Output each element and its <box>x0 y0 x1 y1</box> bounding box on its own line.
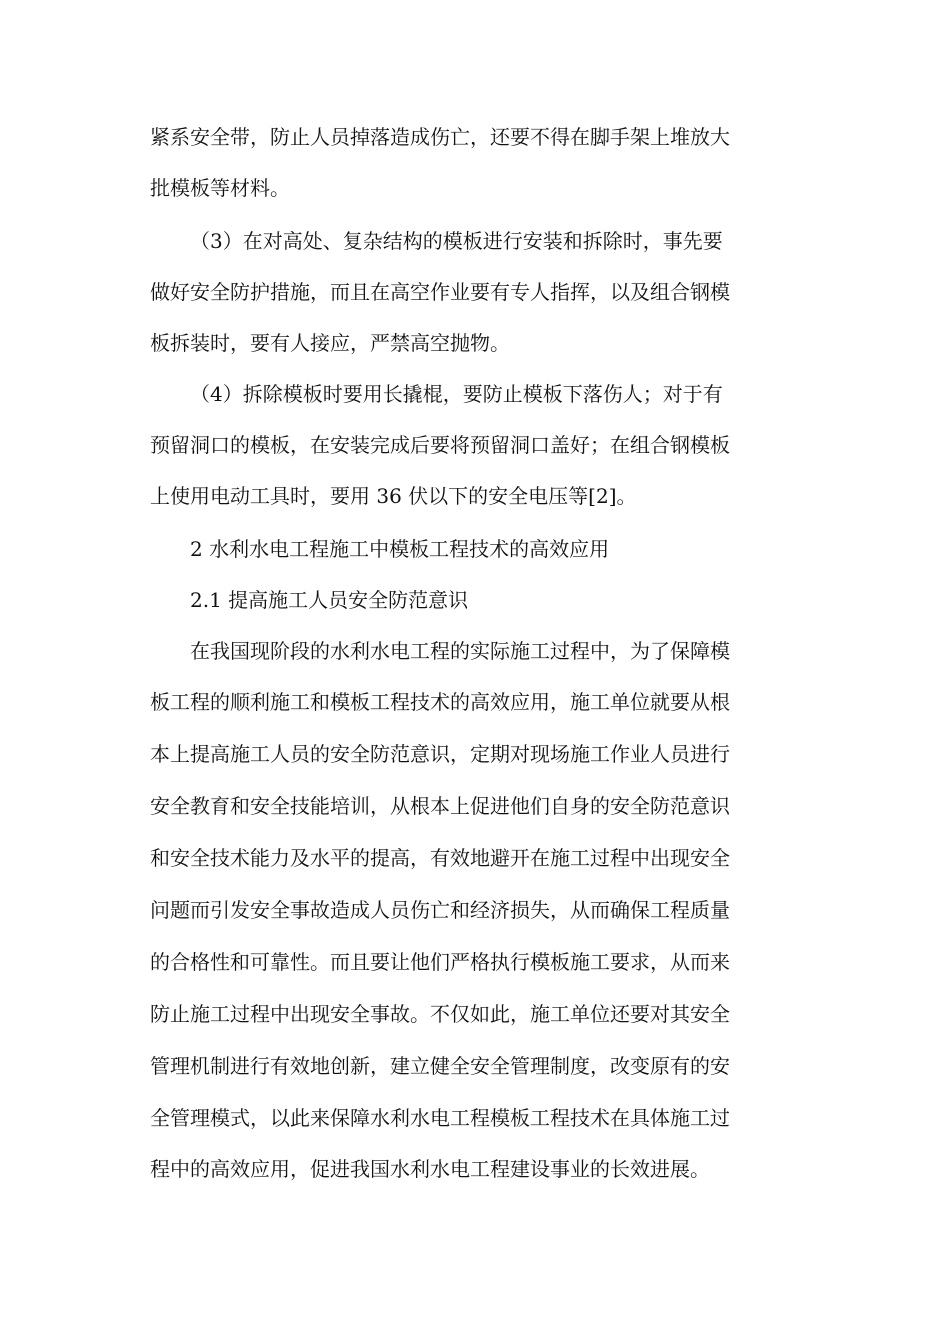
paragraph-1-line-2: 批模板等材料。 <box>150 176 290 200</box>
paragraph-4-line-8: 防止施工过程中出现安全事故。不仅如此，施工单位还要对其安全 <box>150 1002 730 1026</box>
paragraph-4-line-5: 和安全技术能力及水平的提高，有效地避开在施工过程中出现安全 <box>150 846 730 870</box>
paragraph-4-line-3: 本上提高施工人员的安全防范意识，定期对现场施工作业人员进行 <box>150 742 730 766</box>
heading-2: 2 水利水电工程施工中模板工程技术的高效应用 <box>190 537 610 561</box>
paragraph-4-line-4: 安全教育和安全技能培训，从根本上促进他们自身的安全防范意识 <box>150 794 730 818</box>
paragraph-2-line-3: 板拆装时，要有人接应，严禁高空抛物。 <box>150 331 510 355</box>
heading-2-1: 2.1 提高施工人员安全防范意识 <box>190 588 469 612</box>
paragraph-4-line-2: 板工程的顺利施工和模板工程技术的高效应用，施工单位就要从根 <box>150 690 730 714</box>
paragraph-4-line-9: 管理机制进行有效地创新，建立健全安全管理制度，改变原有的安 <box>150 1054 730 1078</box>
paragraph-4-line-1: 在我国现阶段的水利水电工程的实际施工过程中，为了保障模 <box>190 639 730 663</box>
paragraph-3-line-3: 上使用电动工具时，要用 36 伏以下的安全电压等[2]。 <box>150 484 637 508</box>
paragraph-1-line-1: 紧系安全带，防止人员掉落造成伤亡，还要不得在脚手架上堆放大 <box>150 125 730 149</box>
paragraph-4-line-11: 程中的高效应用，促进我国水利水电工程建设事业的长效进展。 <box>150 1157 710 1181</box>
paragraph-3-line-1: （4）拆除模板时要用长撬棍，要防止模板下落伤人；对于有 <box>190 382 723 406</box>
paragraph-3-line-2: 预留洞口的模板，在安装完成后要将预留洞口盖好；在组合钢模板 <box>150 433 730 457</box>
paragraph-4-line-10: 全管理模式，以此来保障水利水电工程模板工程技术在具体施工过 <box>150 1106 730 1130</box>
paragraph-2-line-2: 做好安全防护措施，而且在高空作业要有专人指挥，以及组合钢模 <box>150 280 730 304</box>
paragraph-4-line-7: 的合格性和可靠性。而且要让他们严格执行模板施工要求，从而来 <box>150 950 730 974</box>
paragraph-2-line-1: （3）在对高处、复杂结构的模板进行安装和拆除时，事先要 <box>190 229 723 253</box>
paragraph-4-line-6: 问题而引发安全事故造成人员伤亡和经济损失，从而确保工程质量 <box>150 898 730 922</box>
